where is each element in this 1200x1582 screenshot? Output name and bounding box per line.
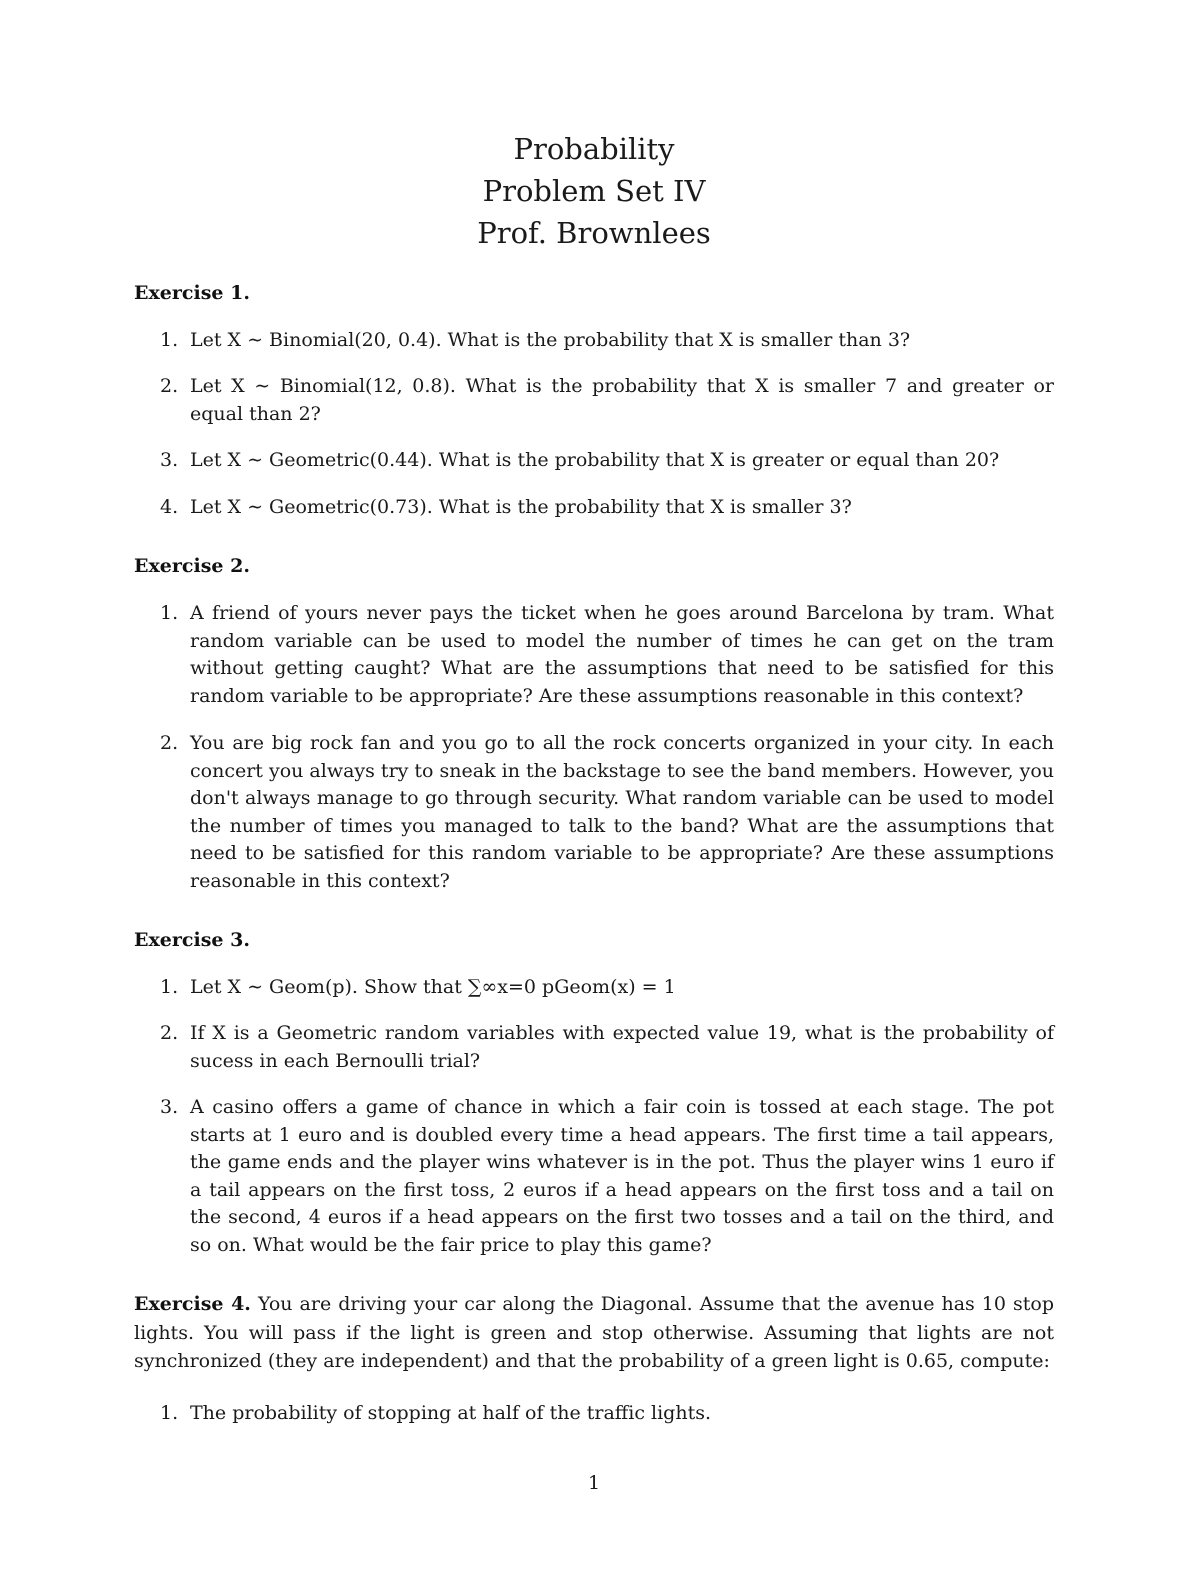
item-text: A casino offers a game of chance in which a fair coin is tossed at each stage. The pot starts at 1 euro and is doubled every time a head appears. The first time a tail appears, the game ends and the player wins whatever is in the pot. Thus the player wins 1 euro if a tail appears on the first toss, 2 euros if a head appears on the first toss and a tail on the second, 4 euros if a head appears on the first two tosses and a tail on the third, and so on. What would be the fair price to play this game? [190, 1096, 1054, 1256]
item-text: You are big rock fan and you go to all the rock concerts organized in your city. In each concert you always try to sneak in the backstage to see the band members. However, you don't always manage to go through security. What random variable can be used to model the number of times you managed to talk to the band? What are the assumptions that need to be satisfied for this random variable to be appropriate? Are these assumptions reasonable in this context? [190, 732, 1055, 892]
item-text: Let X ∼ Geom(p). Show that ∑∞x=0 pGeom(x) = 1 [190, 976, 676, 998]
item-number: 2. [160, 1022, 179, 1044]
exercise-2-item-1 [160, 600, 1054, 710]
item-number: 1. [160, 1402, 179, 1424]
item-text: Let X ∼ Binomial(20, 0.4). What is the probability that X is smaller than 3? [190, 329, 911, 351]
item-text: Let X ∼ Binomial(12, 0.8). What is the probability that X is smaller 7 and greater or equal than 2? [190, 375, 1054, 425]
document-subtitle: Problem Set IV [482, 174, 706, 208]
title-block [0, 128, 1188, 254]
document-title: Probability [513, 132, 675, 166]
item-text: If X is a Geometric random variables with expected value 19, what is the probability of sucess in each Bernoulli trial? [190, 1022, 1054, 1072]
exercise-3-item-1 [160, 974, 1054, 1002]
exercise-4-heading: Exercise 4. [134, 1293, 251, 1315]
exercise-1-item-3 [160, 447, 1054, 475]
exercise-2-item-2 [160, 730, 1054, 896]
exercise-2-heading: Exercise 2. [134, 555, 250, 577]
item-text: Let X ∼ Geometric(0.73). What is the probability that X is smaller 3? [190, 496, 852, 518]
item-number: 1. [160, 602, 179, 624]
item-number: 2. [160, 375, 179, 397]
document-author: Prof. Brownlees [477, 216, 711, 250]
exercise-4-intro: You are driving your car along the Diagonal. Assume that the avenue has 10 stop lights. You will pass if the light is green and stop otherwise. Assuming that lights are not synchronized (they are independent) and that the probability of a green light is 0.65, compute: [134, 1293, 1054, 1372]
item-text: A friend of yours never pays the ticket when he goes around Barcelona by tram. What random variable can be used to model the number of times he can get on the tram without getting caught? What are the assumptions that need to be satisfied for this random variable to be appropriate? Are these assumptions reasonable in this context? [190, 602, 1054, 707]
exercise-1-item-4 [160, 494, 1054, 522]
exercise-1-heading: Exercise 1. [134, 282, 250, 304]
exercise-1-item-2 [160, 373, 1054, 428]
item-number: 1. [160, 329, 179, 351]
exercise-3-item-2 [160, 1020, 1054, 1075]
item-number: 4. [160, 496, 179, 518]
item-number: 2. [160, 732, 179, 754]
item-text: Let X ∼ Geometric(0.44). What is the probability that X is greater or equal than 20? [190, 449, 1000, 471]
page-number: 1 [587, 1472, 601, 1494]
item-text: The probability of stopping at half of the traffic lights. [190, 1402, 712, 1424]
exercise-4-item-1 [160, 1400, 1054, 1428]
exercise-3-item-3 [160, 1094, 1054, 1260]
item-number: 3. [160, 1096, 179, 1118]
exercise-1-item-1 [160, 327, 1054, 355]
exercise-3-heading: Exercise 3. [134, 929, 250, 951]
item-number: 1. [160, 976, 179, 998]
item-number: 3. [160, 449, 179, 471]
exercise-4-paragraph [134, 1290, 1054, 1376]
